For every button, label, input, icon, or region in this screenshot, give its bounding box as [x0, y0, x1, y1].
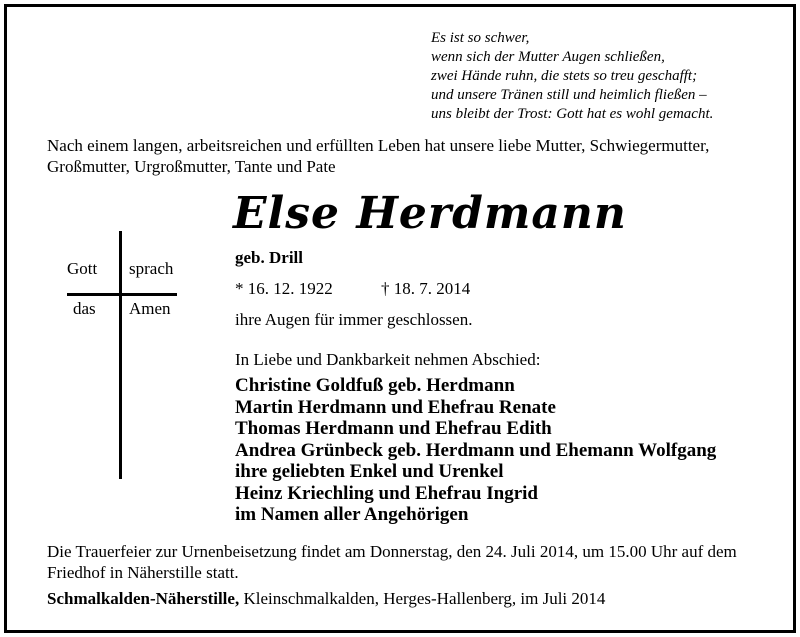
obituary-notice: [4, 4, 796, 633]
cross-vertical-beam: [119, 231, 122, 479]
poem-line: uns bleibt der Trost: Gott hat es wohl gemacht.: [431, 106, 714, 122]
funeral-notice: Die Trauerfeier zur Urnenbeisetzung findet am Donnerstag, den 24. Juli 2014, um 15.00 Uhr auf dem Friedhof in Näherstille statt.: [47, 542, 737, 582]
poem-line: zwei Hände ruhn, die stets so treu geschafft;: [431, 68, 698, 84]
mourner: im Namen aller Angehörigen: [235, 504, 469, 525]
mourner: Thomas Herdmann und Ehefrau Edith: [235, 418, 552, 439]
poem-line: wenn sich der Mutter Augen schließen,: [431, 49, 665, 65]
mourner: ihre geliebten Enkel und Urenkel: [235, 461, 504, 482]
footer-places: [47, 589, 605, 609]
cross-word-das: das: [73, 299, 96, 318]
birth-name: geb. Drill: [235, 248, 303, 267]
birth-date: * 16. 12. 1922: [235, 279, 333, 298]
poem-line: Es ist so schwer,: [431, 30, 530, 46]
intro-text: Nach einem langen, arbeitsreichen und erfüllten Leben hat unsere liebe Mutter, Schwiegermutter, Großmutter, Urgroßmutter, Tante und Pate: [47, 136, 710, 176]
cross-word-amen: Amen: [129, 299, 171, 318]
footer-place-bold: Schmalkalden-Näherstille,: [47, 589, 240, 608]
mourner: Martin Herdmann und Ehefrau Renate: [235, 396, 556, 418]
poem-line: und unsere Tränen still und heimlich fließen –: [431, 87, 707, 103]
cross-word-gott: Gott: [67, 259, 98, 278]
mourner: Andrea Grünbeck geb. Herdmann und Ehemann Wolfgang: [235, 439, 717, 461]
footer-place-rest: Kleinschmalkalden, Herges-Hallenberg, im Juli 2014: [239, 589, 606, 608]
farewell-intro: In Liebe und Dankbarkeit nehmen Abschied:: [235, 350, 541, 369]
cross-word-sprach: sprach: [129, 259, 174, 278]
deceased-name: Else Herdmann: [233, 188, 627, 239]
mourner: Heinz Kriechling und Ehefrau Ingrid: [235, 482, 538, 504]
poem: [431, 29, 791, 124]
mourners-list: [235, 375, 716, 526]
cross-horizontal-beam: [67, 293, 177, 296]
mourner: Christine Goldfuß geb. Herdmann: [235, 375, 515, 396]
death-date: † 18. 7. 2014: [381, 279, 471, 298]
closed-eyes-text: ihre Augen für immer geschlossen.: [235, 310, 473, 329]
